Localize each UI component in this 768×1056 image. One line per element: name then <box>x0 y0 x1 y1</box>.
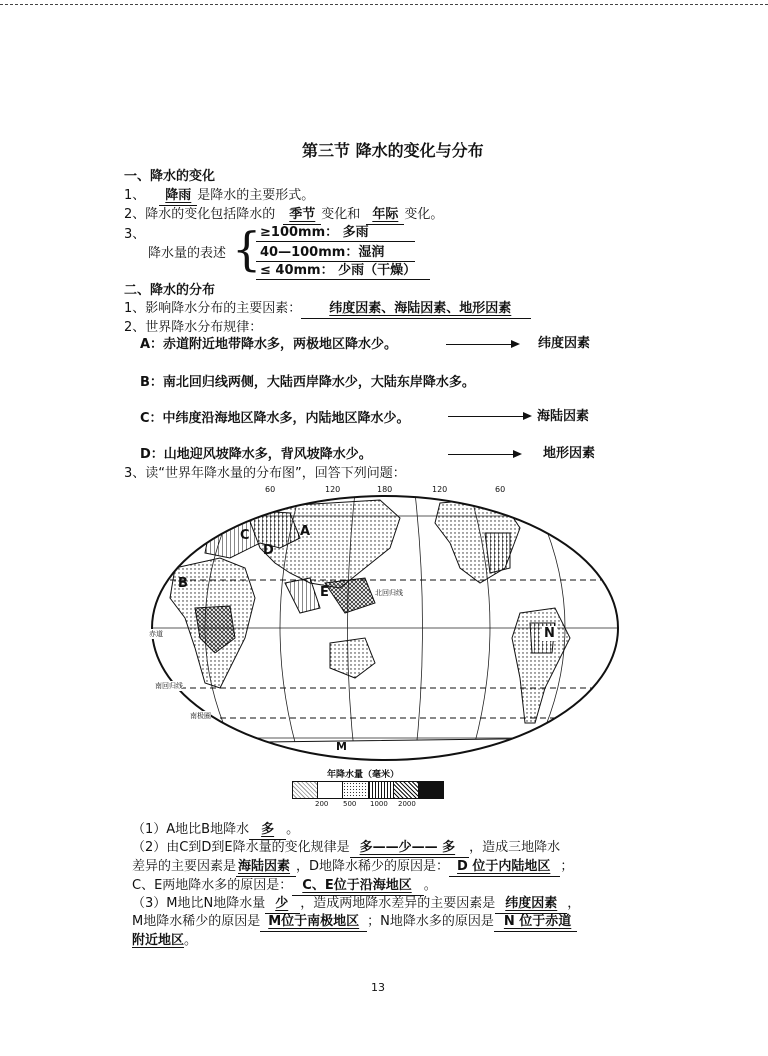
legend-tick: 500 <box>343 800 357 808</box>
q3-answer3: M位于南极地区 <box>260 914 367 932</box>
map-letter-n: N <box>544 626 555 641</box>
s1-q3-label: 降水量的表述 <box>148 246 227 261</box>
q2-prefix: （2）由C到D到E降水量的变化规律是 <box>132 840 350 855</box>
rule-b-text: B：南北回归线两侧，大陆西岸降水少，大陆东岸降水多。 <box>140 375 475 390</box>
q2-answer3: D 位于内陆地区 <box>449 859 560 877</box>
map-tick: 120 <box>432 485 448 494</box>
s1-q2-prefix: 2、降水的变化包括降水的 <box>124 207 276 222</box>
arrow-icon <box>448 454 520 455</box>
s2-q2: 2、世界降水分布规律： <box>124 320 263 335</box>
s1-q3-item: ≥100mm： 多雨 <box>256 225 415 242</box>
q2-line2-mid: ，D地降水稀少的原因是： <box>296 859 450 874</box>
question-3-line3 <box>132 933 197 949</box>
section2-heading: 二、降水的分布 <box>124 283 216 298</box>
q1-suffix: 。 <box>286 822 300 837</box>
rule-d-factor: 地形因素 <box>543 446 596 461</box>
legend-swatch <box>343 782 368 798</box>
q3-line2-prefix: M地降水稀少的原因是 <box>132 914 261 929</box>
s1-q2-answer2: 年际 <box>366 207 404 225</box>
s1-q1-suffix: 是降水的主要形式。 <box>197 188 315 203</box>
s1-q2-suffix: 变化。 <box>404 207 444 222</box>
q3-suffix: ， <box>567 896 581 911</box>
s2-q3: 3、读“世界年降水量的分布图”，回答下列问题： <box>124 466 406 481</box>
q2-mid: ，造成三地降水 <box>469 840 561 855</box>
top-edge-line <box>0 4 768 5</box>
s1-q1 <box>124 188 314 206</box>
map-tick: 120 <box>325 485 341 494</box>
q3-answer4: N 位于赤道 <box>494 914 577 932</box>
q2-line3-suffix: 。 <box>423 878 437 893</box>
world-precipitation-map <box>149 485 620 763</box>
q2-line3-prefix: C、E两地降水多的原因是： <box>132 878 293 893</box>
legend-swatch <box>394 782 419 798</box>
brace: { <box>232 222 262 276</box>
rule-a-text: A：赤道附近地带降水多，两极地区降水少。 <box>140 337 398 352</box>
map-letter-e: E <box>320 585 329 600</box>
antarctic-circle-label: 南极圈 <box>190 712 211 720</box>
rule-a-factor: 纬度因素 <box>538 336 591 351</box>
q1-prefix: （1）A地比B地降水 <box>132 822 250 837</box>
arrow-icon <box>448 416 530 417</box>
equator-label: 赤道 <box>149 630 163 638</box>
q3-prefix: （3）M地比N地降水量 <box>132 896 266 911</box>
tropic-cancer-label: 北回归线 <box>375 589 403 597</box>
map-letter-a: A <box>300 524 311 539</box>
question-2-line3 <box>132 878 437 896</box>
rule-c-text: C：中纬度沿海地区降水多，内陆地区降水少。 <box>140 411 410 426</box>
map-tick: 60 <box>265 485 276 494</box>
legend-tick: 200 <box>315 800 329 808</box>
s1-q3-item: ≤ 40mm： 少雨（干燥） <box>256 263 430 280</box>
s1-q3-item: 40—100mm：湿润 <box>256 245 415 262</box>
q2-line2-suffix: ； <box>560 859 574 874</box>
s2-q1-prefix: 1、影响降水分布的主要因素： <box>124 301 302 316</box>
rule-d-text: D：山地迎风坡降水多，背风坡降水少。 <box>140 447 372 462</box>
s1-q1-answer: 降雨 <box>159 188 197 206</box>
question-3-line2 <box>132 914 577 932</box>
page-title: 第三节 降水的变化与分布 <box>302 141 484 160</box>
question-1 <box>132 822 299 840</box>
page-number: 13 <box>371 981 385 994</box>
q2-answer1: 多——少—— 多 <box>350 840 470 858</box>
q3-line3-suffix: 。 <box>184 933 198 948</box>
legend-tick: 1000 <box>370 800 388 808</box>
legend-swatch <box>318 782 343 798</box>
question-2-line1 <box>132 840 560 858</box>
q3-answer4-continued: 附近地区 <box>132 933 185 948</box>
q2-answer4: C、E位于沿海地区 <box>292 878 423 896</box>
map-letter-m: M <box>336 740 347 753</box>
q3-answer2: 纬度因素 <box>495 896 567 914</box>
s1-q1-prefix: 1、 <box>124 188 146 203</box>
q2-answer2: 海陆因素 <box>236 859 296 877</box>
q3-mid: ，造成两地降水差异的主要因素是 <box>300 896 496 911</box>
arrow-icon <box>446 344 518 345</box>
legend-swatch <box>419 782 443 798</box>
q3-answer1: 少 <box>265 896 300 914</box>
q1-answer: 多 <box>249 822 286 840</box>
tropic-capricorn-label: 南回归线 <box>155 682 183 690</box>
rule-c-factor: 海陆因素 <box>537 409 590 424</box>
s1-q2-answer1: 季节 <box>283 207 321 225</box>
s1-q2-mid: 变化和 <box>321 207 361 222</box>
map-tick: 180 <box>377 485 393 494</box>
q3-line2-mid: ；N地降水多的原因是 <box>367 914 494 929</box>
legend-bar <box>292 781 444 799</box>
question-2-line2 <box>132 859 573 877</box>
legend-tick: 2000 <box>398 800 416 808</box>
s2-q1 <box>124 301 531 319</box>
map-letter-c: C <box>240 528 250 543</box>
map-letter-d: D <box>263 543 274 558</box>
legend-title: 年降水量（毫米） <box>327 770 400 780</box>
section1-heading: 一、降水的变化 <box>124 169 216 184</box>
s1-q2 <box>124 207 443 225</box>
map-letter-b: B <box>178 576 188 591</box>
legend-swatch <box>293 782 318 798</box>
legend-swatch <box>369 782 394 798</box>
s2-q1-answer: 纬度因素、海陆因素、地形因素 <box>301 301 531 319</box>
map-tick: 60 <box>495 485 506 494</box>
q2-line2-prefix: 差异的主要因素是 <box>132 859 237 874</box>
s1-q3-prefix: 3、 <box>124 227 146 242</box>
question-3-line1 <box>132 896 580 914</box>
